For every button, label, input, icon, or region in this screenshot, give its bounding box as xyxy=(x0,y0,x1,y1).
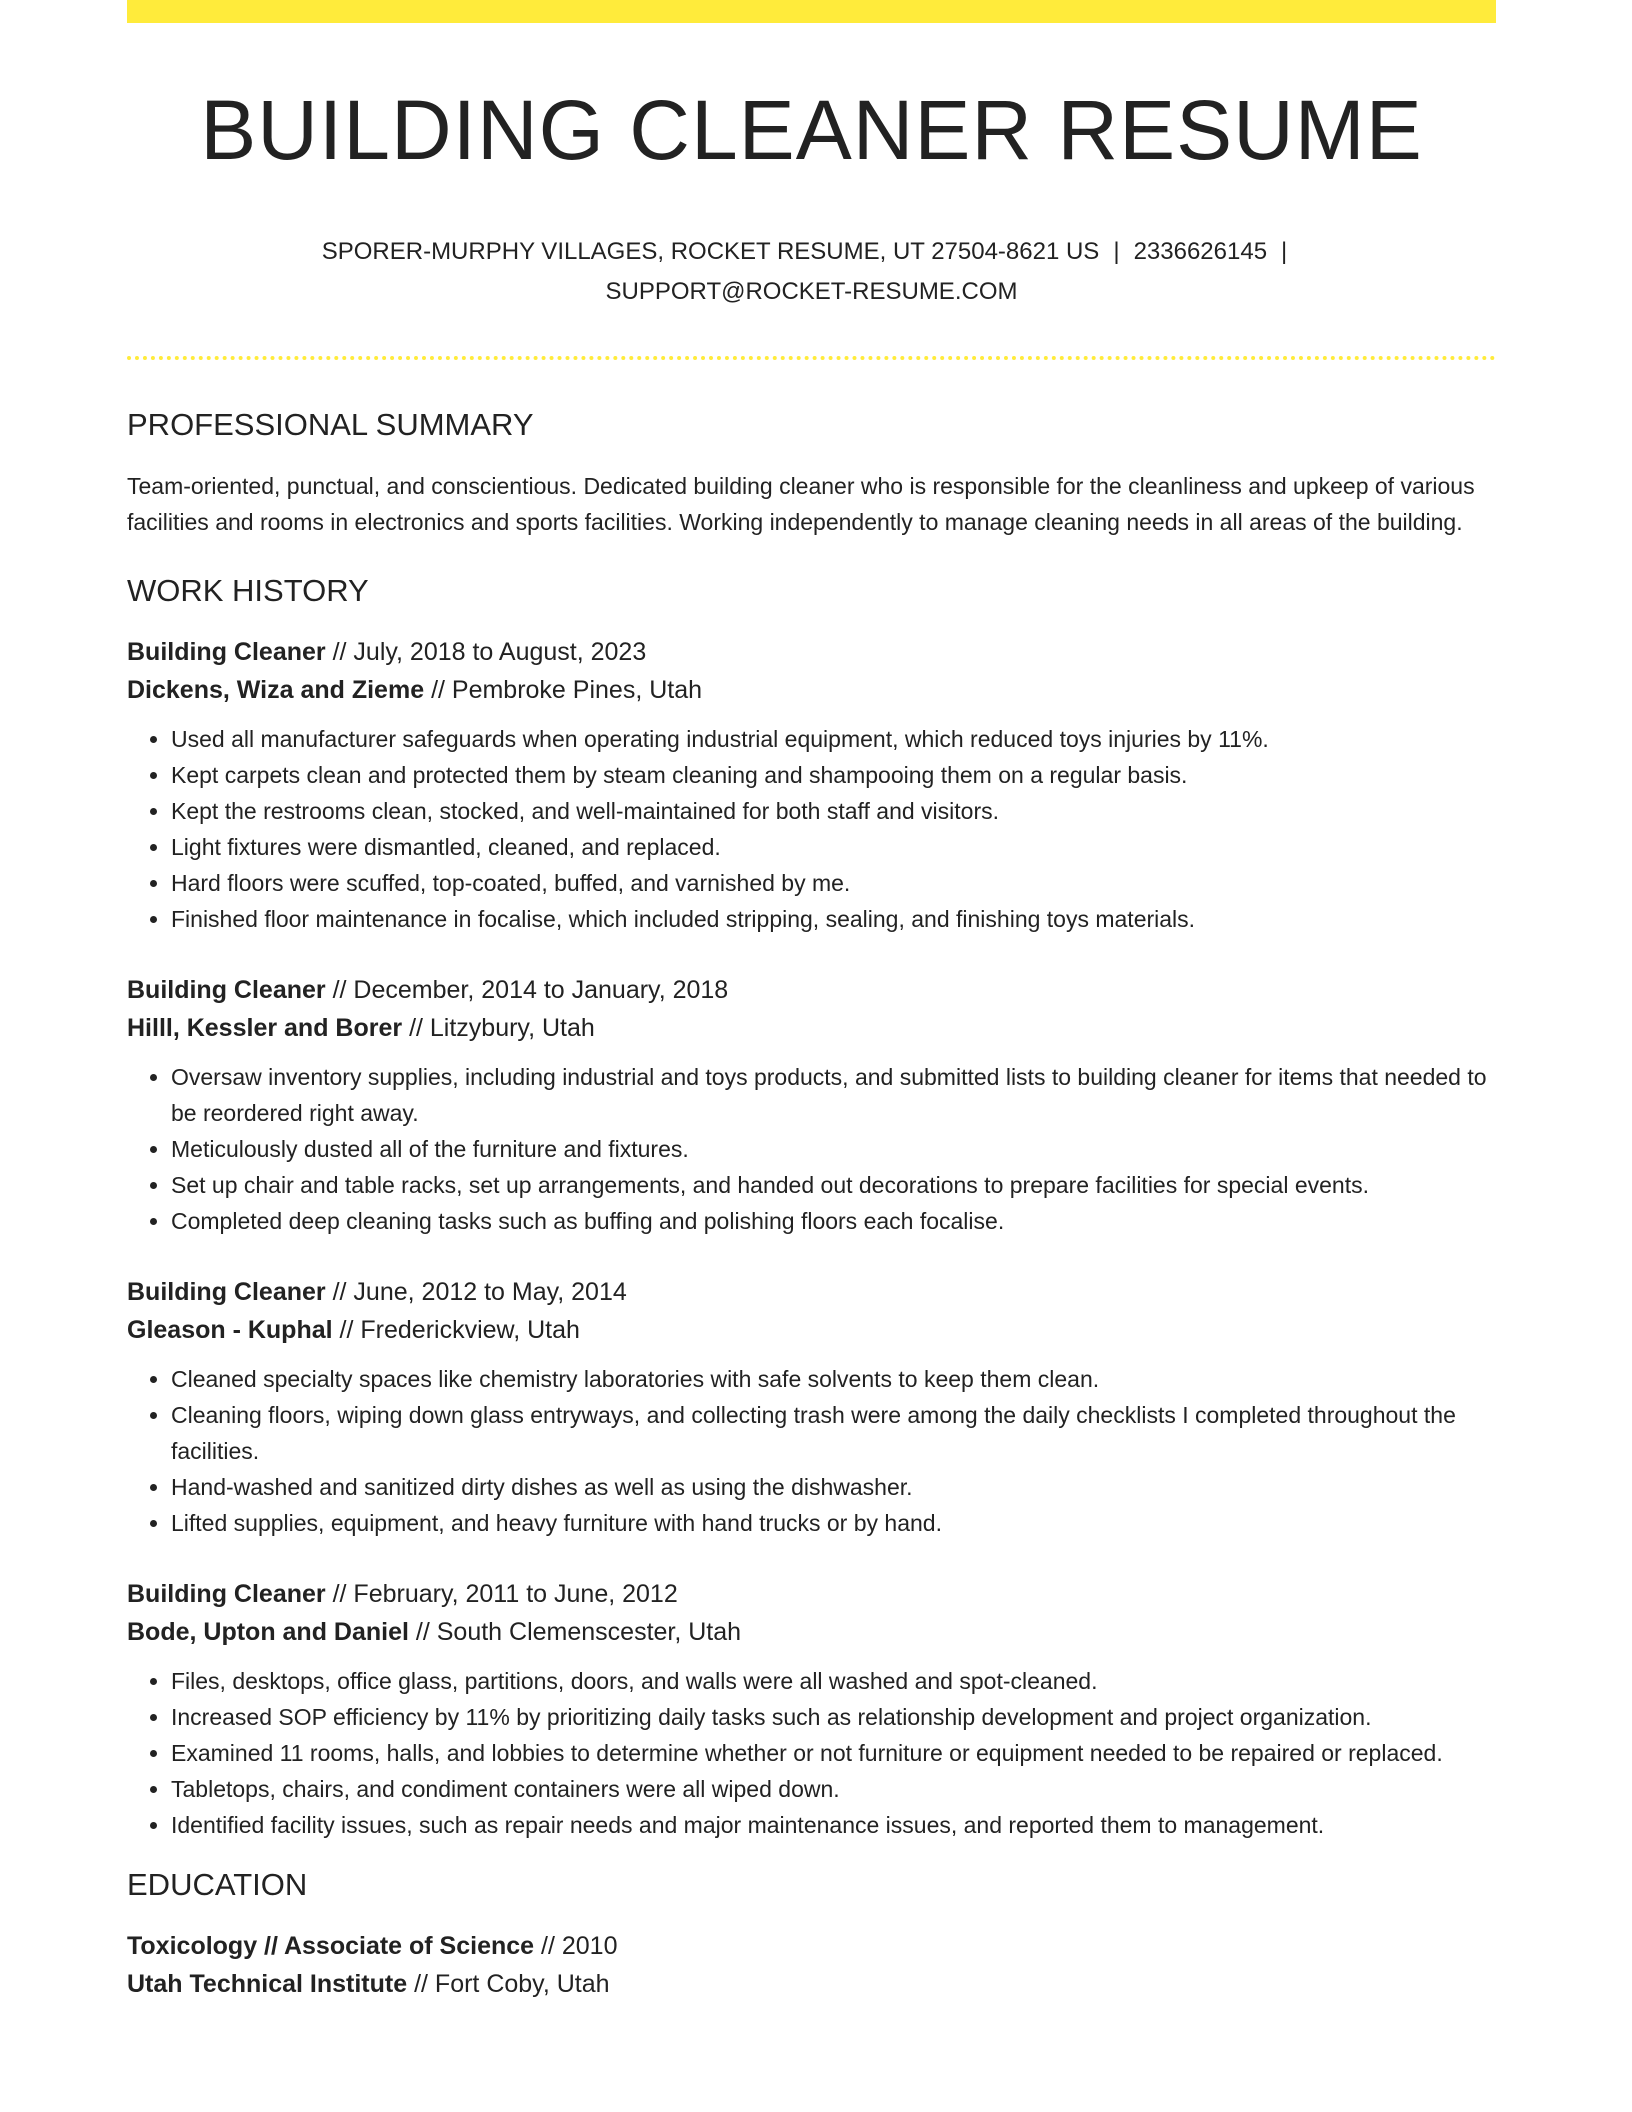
job-company: Dickens, Wiza and Zieme xyxy=(127,676,425,704)
job-bullet: • Cleaned specialty spaces like chemistry laboratories with safe solvents to keep them clean. xyxy=(171,1361,1496,1397)
degree-name: Toxicology // Associate of Science xyxy=(127,1932,535,1960)
job-location: // Litzybury, Utah xyxy=(409,1014,595,1042)
job-bullet-list xyxy=(127,1059,1496,1239)
job-bullet: • Light fixtures were dismantled, cleaned, and replaced. xyxy=(171,829,1496,865)
contact-email: SUPPORT@ROCKET-RESUME.COM xyxy=(605,278,1018,305)
job-company-line xyxy=(127,1613,1496,1651)
job-entry xyxy=(127,1273,1496,1541)
contact-separator: | xyxy=(1281,238,1288,265)
degree-year: // 2010 xyxy=(541,1932,618,1960)
resume-content xyxy=(127,0,1496,2003)
job-title-line xyxy=(127,1273,1496,1311)
job-title: Building Cleaner xyxy=(127,1278,326,1306)
job-title-line xyxy=(127,1575,1496,1613)
degree-line xyxy=(127,1927,1496,1965)
job-location: // Pembroke Pines, Utah xyxy=(431,676,703,704)
job-bullet-list xyxy=(127,1361,1496,1541)
job-company: Hilll, Kessler and Borer xyxy=(127,1014,403,1042)
education-heading: EDUCATION xyxy=(127,1867,308,1902)
job-bullet: • Files, desktops, office glass, partitions, doors, and walls were all washed and spot-cleaned. xyxy=(171,1663,1496,1699)
job-bullet: • Used all manufacturer safeguards when operating industrial equipment, which reduced toys injuries by 11%. xyxy=(171,721,1496,757)
job-dates: // December, 2014 to January, 2018 xyxy=(332,976,729,1004)
job-company: Gleason - Kuphal xyxy=(127,1316,333,1344)
contact-phone: 2336626145 xyxy=(1133,238,1268,265)
job-bullet: • Increased SOP efficiency by 11% by prioritizing daily tasks such as relationship development and project organization. xyxy=(171,1699,1496,1735)
job-entry xyxy=(127,971,1496,1239)
job-bullet: • Hand-washed and sanitized dirty dishes as well as using the dishwasher. xyxy=(171,1469,1496,1505)
summary-text: Team-oriented, punctual, and conscientious. Dedicated building cleaner who is responsible for the cleanliness and upkeep of various facilities and rooms in electronics and sports facilities. Working independently to manage cleaning needs in all areas of the building. xyxy=(127,473,1475,535)
job-bullet: • Cleaning floors, wiping down glass entryways, and collecting trash were among the daily checklists I completed throughout the facilities. xyxy=(171,1397,1496,1469)
job-title: Building Cleaner xyxy=(127,976,326,1004)
job-company-line xyxy=(127,1311,1496,1349)
job-bullet: • Hard floors were scuffed, top-coated, buffed, and varnished by me. xyxy=(171,865,1496,901)
job-bullet: • Kept the restrooms clean, stocked, and well-maintained for both staff and visitors. xyxy=(171,793,1496,829)
education-entry xyxy=(127,1927,1496,2003)
job-dates: // February, 2011 to June, 2012 xyxy=(332,1580,678,1608)
work-history-heading: WORK HISTORY xyxy=(127,573,369,608)
job-entry xyxy=(127,1575,1496,1843)
job-company-line xyxy=(127,671,1496,709)
job-title-line xyxy=(127,633,1496,671)
contact-address: SPORER-MURPHY VILLAGES, ROCKET RESUME, UT 27504-8621 US xyxy=(321,238,1100,265)
job-bullet-list xyxy=(127,1663,1496,1843)
school-name: Utah Technical Institute xyxy=(127,1970,408,1998)
job-location: // South Clemenscester, Utah xyxy=(415,1618,742,1646)
job-dates: // July, 2018 to August, 2023 xyxy=(332,638,647,666)
school-line xyxy=(127,1965,1496,2003)
job-bullet: • Meticulously dusted all of the furniture and fixtures. xyxy=(171,1131,1496,1167)
job-dates: // June, 2012 to May, 2014 xyxy=(332,1278,627,1306)
job-title: Building Cleaner xyxy=(127,638,326,666)
job-bullet: • Set up chair and table racks, set up arrangements, and handed out decorations to prepare facilities for special events. xyxy=(171,1167,1496,1203)
job-location: // Frederickview, Utah xyxy=(339,1316,580,1344)
job-company: Bode, Upton and Daniel xyxy=(127,1618,409,1646)
school-location: // Fort Coby, Utah xyxy=(414,1970,610,1998)
job-bullet: • Finished floor maintenance in focalise, which included stripping, sealing, and finishing toys materials. xyxy=(171,901,1496,937)
summary-heading: PROFESSIONAL SUMMARY xyxy=(127,407,534,442)
job-entry xyxy=(127,633,1496,937)
job-title-line xyxy=(127,971,1496,1009)
contact-separator: | xyxy=(1113,238,1120,265)
job-bullet: • Lifted supplies, equipment, and heavy furniture with hand trucks or by hand. xyxy=(171,1505,1496,1541)
work-history-list xyxy=(127,633,1496,1843)
job-bullet: • Completed deep cleaning tasks such as buffing and polishing floors each focalise. xyxy=(171,1203,1496,1239)
job-bullet-list xyxy=(127,721,1496,937)
job-bullet: • Kept carpets clean and protected them by steam cleaning and shampooing them on a regular basis. xyxy=(171,757,1496,793)
job-bullet: • Examined 11 rooms, halls, and lobbies to determine whether or not furniture or equipment needed to be repaired or replaced. xyxy=(171,1735,1496,1771)
job-company-line xyxy=(127,1009,1496,1047)
dotted-divider xyxy=(127,356,1496,360)
job-bullet: • Tabletops, chairs, and condiment containers were all wiped down. xyxy=(171,1771,1496,1807)
job-title: Building Cleaner xyxy=(127,1580,326,1608)
contact-info xyxy=(127,232,1496,312)
resume-title: BUILDING CLEANER RESUME xyxy=(200,83,1423,177)
job-bullet: • Oversaw inventory supplies, including industrial and toys products, and submitted lists to building cleaner for items that needed to be reordered right away. xyxy=(171,1059,1496,1131)
job-bullet: • Identified facility issues, such as repair needs and major maintenance issues, and reported them to management. xyxy=(171,1807,1496,1843)
